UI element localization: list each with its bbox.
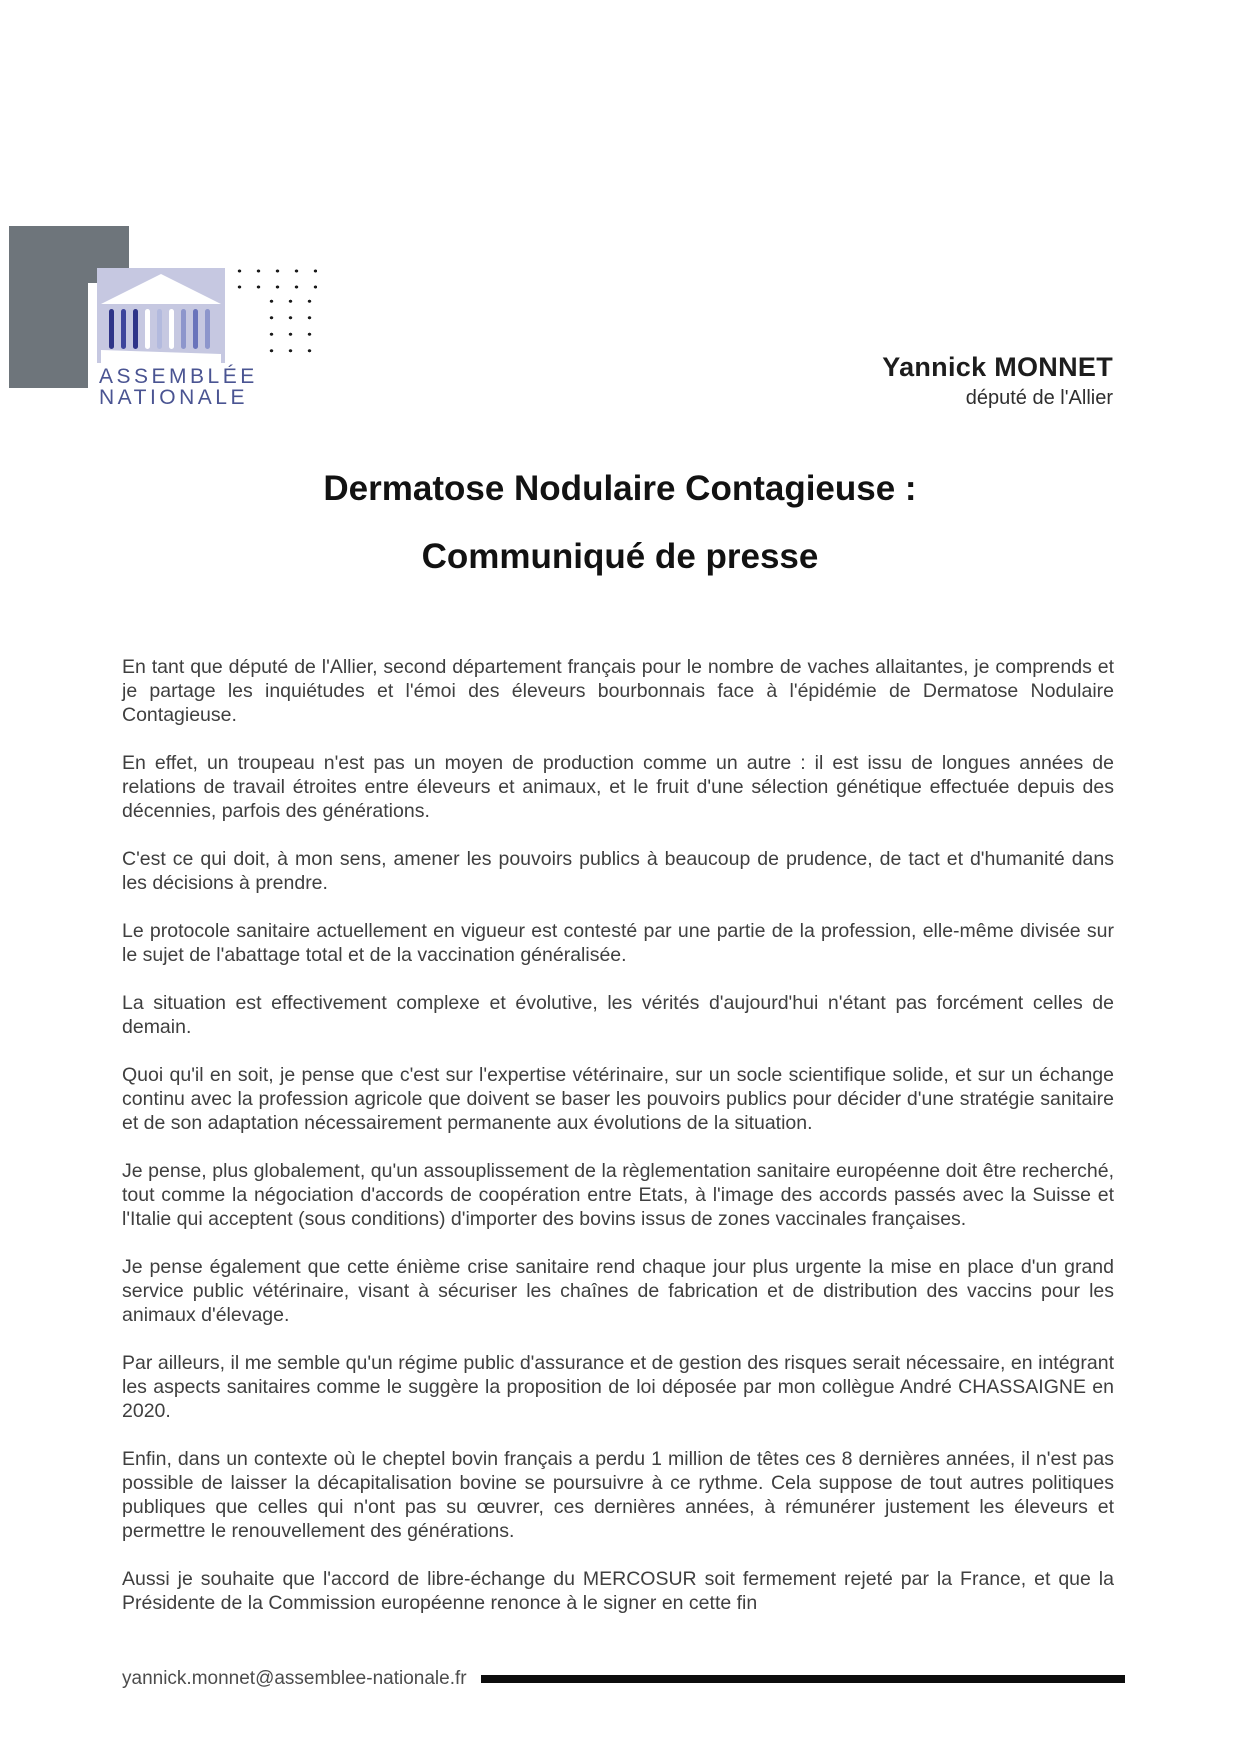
- body-paragraph: Je pense également que cette énième crise sanitaire rend chaque jour plus urgente la mise en place d'un grand service public vétérinaire, visant à sécuriser les chaînes de fabrication et de distribution des vaccins pour les animaux d'élevage.: [122, 1256, 1114, 1326]
- document-title: [0, 468, 1240, 578]
- logo-text-line1: ASSEMBLÉE: [99, 365, 258, 388]
- assemblee-emblem-icon: [97, 268, 225, 363]
- author-block: [882, 352, 1113, 410]
- page-footer: [122, 1668, 1125, 1690]
- author-name: Yannick MONNET: [882, 352, 1113, 382]
- body-paragraph: C'est ce qui doit, à mon sens, amener les pouvoirs publics à beaucoup de prudence, de tact et d'humanité dans les décisions à prendre.: [122, 848, 1114, 894]
- body-paragraph: La situation est effectivement complexe et évolutive, les vérités d'aujourd'hui n'étant pas forcément celles de demain.: [122, 992, 1114, 1038]
- body-paragraph: En effet, un troupeau n'est pas un moyen de production comme un autre : il est issu de longues années de relations de travail étroites entre éleveurs et animaux, et le fruit d'une sélection génétique effectuée depuis des décennies, parfois des générations.: [122, 752, 1114, 822]
- body-paragraphs: [122, 655, 1114, 1639]
- contact-email: yannick.monnet@assemblee-nationale.fr: [122, 1668, 467, 1689]
- body-paragraph: En tant que député de l'Allier, second département français pour le nombre de vaches allaitantes, je comprends et je partage les inquiétudes et l'émoi des éleveurs bourbonnais face à l'épidémie de Dermatose Nodulaire Contagieuse.: [122, 656, 1114, 726]
- footer-rule: [481, 1675, 1125, 1683]
- body-paragraph: Par ailleurs, il me semble qu'un régime public d'assurance et de gestion des risques serait nécessaire, en intégrant les aspects sanitaires comme le suggère la proposition de loi déposée par mon collègue André CHASSAIGNE en 2020.: [122, 1352, 1114, 1422]
- author-role: député de l'Allier: [965, 387, 1113, 409]
- body-paragraph: Enfin, dans un contexte où le cheptel bovin français a perdu 1 million de têtes ces 8 dernières années, il n'est pas possible de laisser la décapitalisation bovine se poursuivre à ce rythme. Cela suppose de tout autres politiques publiques que celles qui n'ont pas su œuvrer, ces dernières années, à rémunérer justement les éleveurs et permettre le renouvellement des générations.: [122, 1448, 1114, 1542]
- body-paragraph: Aussi je souhaite que l'accord de libre-échange du MERCOSUR soit fermement rejeté par la France, et que la Présidente de la Commission européenne renonce à le signer en cette fin: [122, 1568, 1114, 1614]
- logo-wordmark: [99, 366, 258, 408]
- title-line2: Communiqué de presse: [421, 537, 819, 576]
- title-line1: Dermatose Nodulaire Contagieuse :: [323, 469, 917, 508]
- body-paragraph: Le protocole sanitaire actuellement en vigueur est contesté par une partie de la profession, elle-même divisée sur le sujet de l'abattage total et de la vaccination généralisée.: [122, 920, 1114, 966]
- body-paragraph: Quoi qu'il en soit, je pense que c'est sur l'expertise vétérinaire, sur un socle scientifique solide, et sur un échange continu avec la profession agricole que doivent se baser les pouvoirs publics pour décider d'une stratégie sanitaire et de son adaptation nécessairement permanente aux évolutions de la situation.: [122, 1064, 1114, 1134]
- dots-pattern-right: [258, 290, 316, 356]
- logo-text-line2: NATIONALE: [99, 386, 248, 409]
- logo-gray-block-main: [9, 226, 88, 388]
- body-paragraph: Je pense, plus globalement, qu'un assouplissement de la règlementation sanitaire européenne doit être recherché, tout comme la négociation d'accords de coopération entre Etats, à l'image des accords passés avec la Suisse et l'Italie qui acceptent (sous conditions) d'importer des bovins issus de zones vaccinales françaises.: [122, 1160, 1114, 1230]
